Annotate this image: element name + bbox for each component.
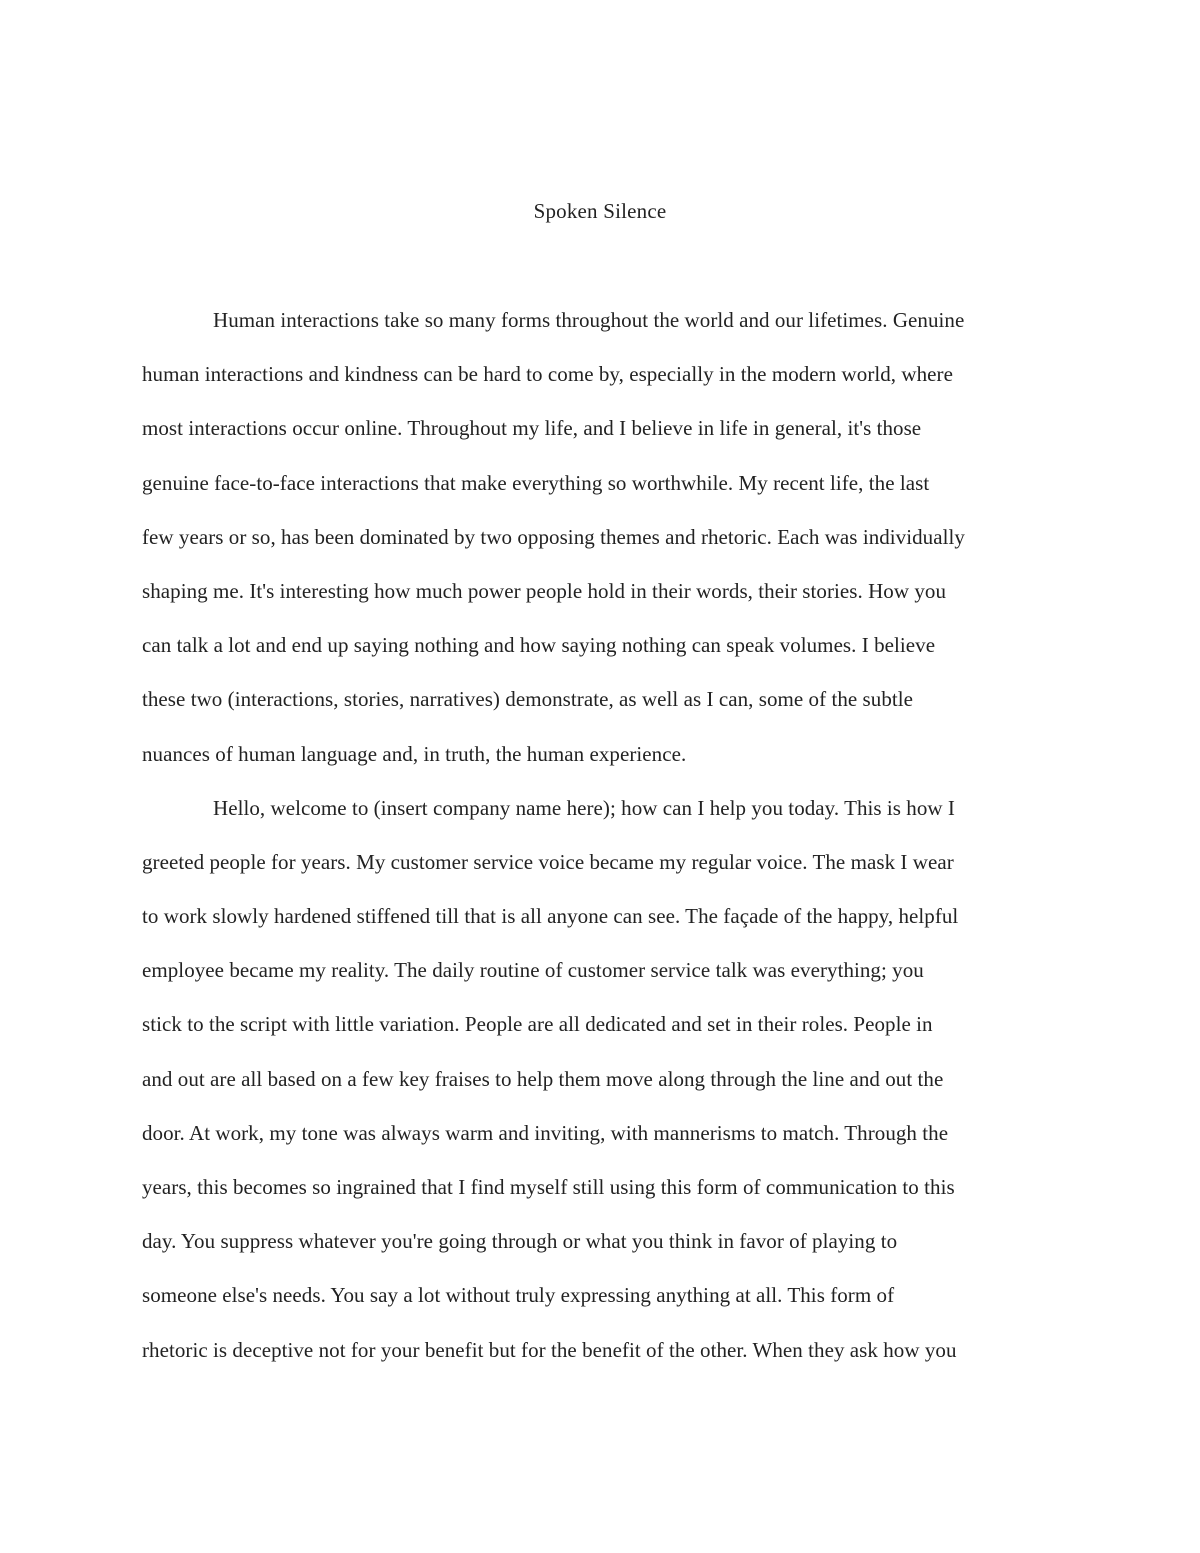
paragraph-1-line-3: most interactions occur online. Throughout my life, and I believe in life in general, it's those: [142, 416, 922, 441]
paragraph-2-line-9: day. You suppress whatever you're going through or what you think in favor of playing to: [142, 1229, 898, 1254]
paragraph-2-line-7: door. At work, my tone was always warm and inviting, with mannerisms to match. Through the: [142, 1120, 949, 1145]
paragraph-1-line-1: Human interactions take so many forms throughout the world and our lifetimes. Genuine: [213, 308, 965, 332]
paragraph-2-line-10: someone else's needs. You say a lot without truly expressing anything at all. This form of: [142, 1283, 895, 1308]
paragraph-1-line-7: can talk a lot and end up saying nothing and how saying nothing can speak volumes. I believe: [142, 633, 936, 658]
paragraph-1-line-4: genuine face-to-face interactions that make everything so worthwhile. My recent life, the last: [142, 470, 930, 495]
paragraph-2-line-5: stick to the script with little variation. People are all dedicated and set in their roles. People in: [142, 1012, 933, 1037]
paragraph-1-line-5: few years or so, has been dominated by two opposing themes and rhetoric. Each was individually: [142, 524, 965, 549]
paragraph-2-line-4: employee became my reality. The daily routine of customer service talk was everything; you: [142, 958, 924, 983]
paragraph-2-line-2: greeted people for years. My customer service voice became my regular voice. The mask I wear: [142, 849, 954, 874]
document-body: [142, 303, 1082, 1387]
paragraph-2-line-11: rhetoric is deceptive not for your benefit but for the benefit of the other. When they ask how you: [142, 1337, 957, 1362]
paragraph-1-line-2: human interactions and kindness can be hard to come by, especially in the modern world, where: [142, 362, 953, 387]
paragraph-1-line-9: nuances of human language and, in truth, the human experience.: [142, 741, 687, 766]
paragraph-2-line-8: years, this becomes so ingrained that I find myself still using this form of communication to this: [142, 1175, 955, 1199]
document-title: Spoken Silence: [533, 199, 667, 223]
paragraph-2-line-1: Hello, welcome to (insert company name here); how can I help you today. This is how I: [213, 795, 955, 820]
paragraph-1-line-8: these two (interactions, stories, narratives) demonstrate, as well as I can, some of the subtle: [142, 687, 914, 712]
paragraph-1-line-6: shaping me. It's interesting how much power people hold in their words, their stories. How you: [142, 578, 947, 603]
paragraph-2-line-3: to work slowly hardened stiffened till that is all anyone can see. The façade of the happy, helpful: [142, 904, 959, 929]
paragraph-2-line-6: and out are all based on a few key fraises to help them move along through the line and out the: [142, 1066, 944, 1091]
